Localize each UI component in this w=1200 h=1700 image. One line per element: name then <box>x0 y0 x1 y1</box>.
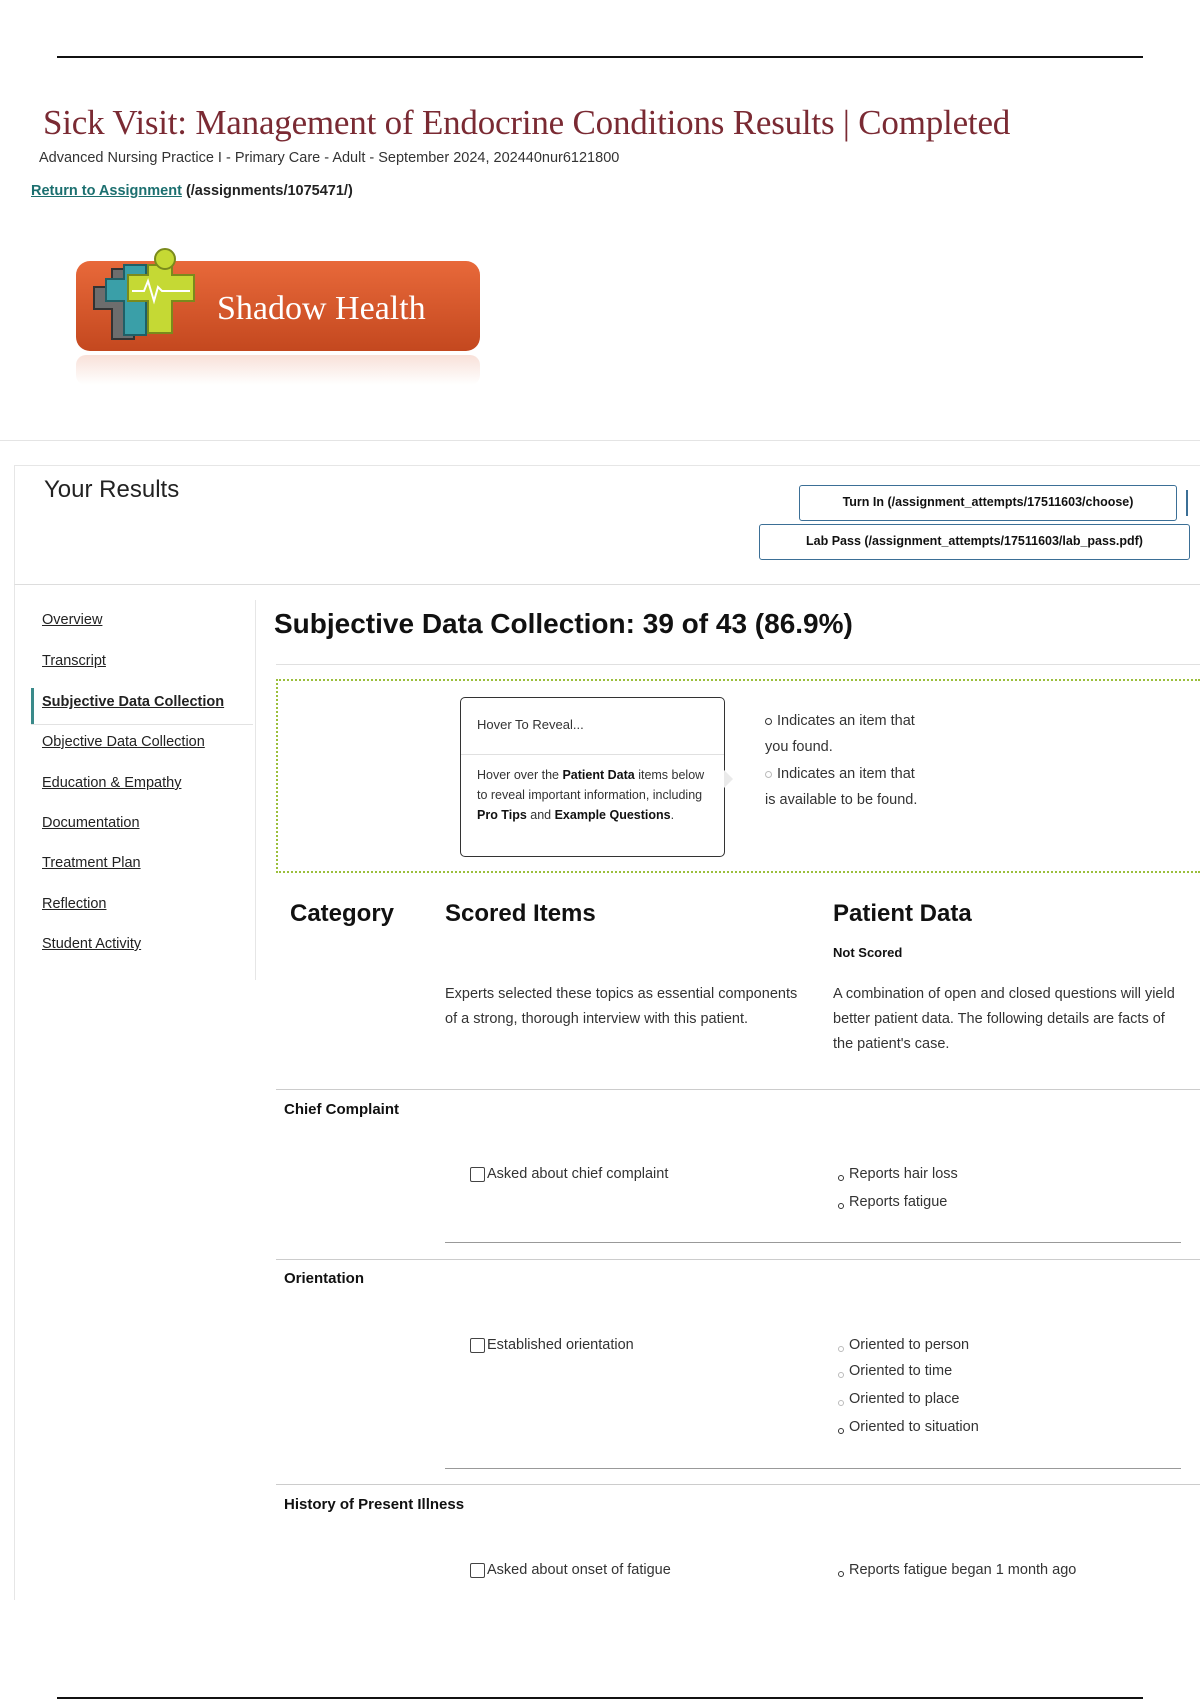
not-scored-label: Not Scored <box>833 945 903 960</box>
patient-data-item[interactable]: Reports fatigue began 1 month ago <box>838 1562 1076 1578</box>
available-dot-icon <box>838 1400 844 1406</box>
patient-data-item[interactable]: Oriented to place <box>838 1391 959 1407</box>
sidebar-nav <box>31 600 256 980</box>
lab-pass-button[interactable]: Lab Pass (/assignment_attempts/17511603/lab_pass.pdf) <box>759 524 1190 560</box>
return-to-assignment-link[interactable]: Return to Assignment <box>31 183 182 199</box>
top-rule <box>57 56 1143 58</box>
found-dot-icon <box>838 1428 844 1434</box>
found-dot-icon <box>765 718 772 725</box>
legend-box <box>276 679 1200 873</box>
patient-data-item[interactable]: Reports hair loss <box>838 1166 958 1182</box>
sidebar-item-objective-data[interactable]: Objective Data Collection <box>42 734 205 750</box>
sidebar-item-reflection[interactable]: Reflection <box>42 896 107 912</box>
card-pointer-arrow <box>724 770 733 788</box>
turn-in-button[interactable]: Turn In (/assignment_attempts/17511603/choose) <box>799 485 1177 521</box>
found-dot-icon <box>838 1571 844 1577</box>
sidebar-item-transcript[interactable]: Transcript <box>42 653 106 669</box>
category-orientation: Orientation <box>284 1270 365 1287</box>
scored-description: Experts selected these topics as essential components of a strong, thorough interview with this patient. <box>445 986 798 1027</box>
group-divider <box>276 1089 1200 1090</box>
scored-checkbox[interactable] <box>470 1338 485 1353</box>
divider-mark <box>1186 490 1188 516</box>
bottom-rule <box>57 1697 1143 1699</box>
results-title: Your Results <box>44 476 180 503</box>
scored-item-row: Asked about chief complaint <box>470 1166 668 1182</box>
active-underline <box>31 724 253 725</box>
group-divider <box>276 1259 1200 1260</box>
sidebar-item-treatment-plan[interactable]: Treatment Plan <box>42 855 141 871</box>
patient-data-description: A combination of open and closed questions will yield better patient data. The following details are facts of the patient's case. <box>833 986 1175 1052</box>
sidebar-item-overview[interactable]: Overview <box>42 612 103 628</box>
hover-card-divider <box>461 754 724 755</box>
shadow-health-logo <box>72 247 484 397</box>
return-url-text: (/assignments/1075471/) <box>185 183 353 199</box>
sidebar-item-subjective-data[interactable]: Subjective Data Collection <box>42 694 225 710</box>
group-divider <box>276 1484 1200 1485</box>
legend-available: Indicates an item that <box>765 761 965 787</box>
scored-item-row: Asked about onset of fatigue <box>470 1562 671 1578</box>
header-separator <box>0 440 1200 441</box>
legend-found: Indicates an item that <box>765 708 965 734</box>
section-heading: Subjective Data Collection: 39 of 43 (86.9%) <box>274 608 853 639</box>
column-header-patient-data: Patient Data <box>833 900 972 927</box>
legend-available-cont: is available to be found. <box>765 792 918 808</box>
scored-checkbox[interactable] <box>470 1563 485 1578</box>
scored-item-row: Established orientation <box>470 1337 634 1353</box>
sidebar-item-education-empathy[interactable]: Education & Empathy <box>42 775 182 791</box>
hover-reveal-card <box>460 697 725 857</box>
sidebar-item-documentation[interactable]: Documentation <box>42 815 140 831</box>
hover-card-title: Hover To Reveal... <box>477 717 584 732</box>
heading-rule <box>276 664 1200 665</box>
found-dot-icon <box>838 1175 844 1181</box>
available-dot-icon <box>838 1346 844 1352</box>
svg-text:Shadow Health: Shadow Health <box>217 290 426 327</box>
left-border <box>14 583 15 1600</box>
available-dot-icon <box>838 1372 844 1378</box>
patient-data-item[interactable]: Oriented to person <box>838 1337 969 1353</box>
category-chief-complaint: Chief Complaint <box>284 1101 399 1118</box>
sidebar-item-student-activity[interactable]: Student Activity <box>42 936 142 952</box>
course-subtitle: Advanced Nursing Practice I - Primary Care - Adult - September 2024, 202440nur6121800 <box>39 150 620 166</box>
group-inner-divider <box>445 1468 1181 1469</box>
category-history-present-illness: History of Present Illness <box>284 1496 465 1513</box>
page-title: Sick Visit: Management of Endocrine Conditions Results | Completed <box>43 103 1011 142</box>
available-dot-icon <box>765 771 772 778</box>
return-row <box>31 183 353 199</box>
patient-data-item[interactable]: Oriented to time <box>838 1363 952 1379</box>
column-header-scored: Scored Items <box>445 900 596 927</box>
column-header-category: Category <box>290 900 395 927</box>
patient-data-item[interactable]: Oriented to situation <box>838 1419 979 1435</box>
scored-checkbox[interactable] <box>470 1167 485 1182</box>
patient-data-item[interactable]: Reports fatigue <box>838 1194 947 1210</box>
group-inner-divider <box>445 1242 1181 1243</box>
hover-card-body: Hover over the Patient Data items below to reveal important information, including Pro Tips and Example Questions. <box>477 768 705 822</box>
active-indicator <box>31 688 34 724</box>
legend-found-cont: you found. <box>765 739 833 755</box>
found-dot-icon <box>838 1203 844 1209</box>
